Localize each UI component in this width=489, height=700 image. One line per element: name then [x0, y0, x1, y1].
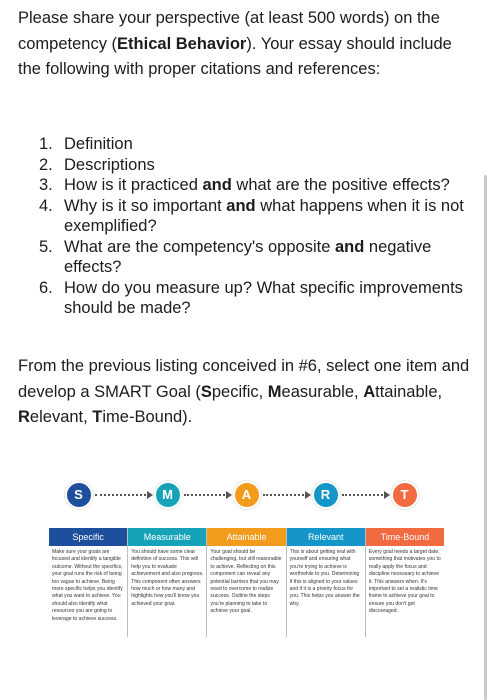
closing-paragraph [18, 354, 476, 431]
smart-column-text: This is about getting real with yourself and ensuring what you're trying to achieve is worthwhile to you. Determining if this is aligned to your values and if it is a priority focus for you. This helps you answer the why. [289, 549, 360, 607]
smart-goal-figure [49, 478, 444, 636]
smart-letter-r: R [18, 408, 30, 426]
requirement-text: negative effects? [64, 237, 432, 276]
smart-word-measurable: easurable, [281, 382, 359, 401]
smart-column-header: Measurable [128, 528, 206, 546]
requirement-text: what happens when it is not exemplified? [64, 196, 464, 235]
requirement-text: What are the competency's opposite [64, 237, 335, 256]
requirement-text: and [226, 196, 256, 215]
requirement-text: How is it practiced [64, 176, 203, 194]
arrow-right-icon [384, 491, 390, 499]
smart-column-text: Your goal should be challenging, but still reasonable to achieve. Reflecting on this component can reveal any potential barriers that you may need to overcome to realize success. Outline the steps you're planning to take to achieve your goal. [210, 549, 282, 615]
smart-table [49, 528, 444, 637]
smart-word-relevant: elevant, [29, 408, 93, 426]
smart-word-attainable: ttainable, [375, 382, 443, 401]
requirement-item [18, 237, 473, 278]
dotted-connector [263, 494, 304, 498]
smart-column-specific [49, 528, 127, 637]
arrow-right-icon [305, 491, 311, 499]
intro-paragraph [18, 6, 476, 83]
arrow-right-icon [147, 491, 153, 499]
smart-column-text: You should have some clear definition of success. This will help you to evaluate achievement and also progress. This component often answers how much or how many and highlights how you'll know you achieved your goal. [131, 549, 204, 607]
smart-circle-m: M [156, 483, 180, 507]
smart-circle-r: R [314, 483, 338, 507]
requirement-number: 5. [39, 237, 53, 256]
requirement-text: How do you measure up? What specific improvements should be made? [64, 278, 463, 317]
smart-circle-t: T [393, 483, 417, 507]
arrow-right-icon [226, 491, 232, 499]
requirement-item [18, 278, 473, 319]
smart-circle-row [49, 478, 444, 516]
competency-name: Ethical Behavior [117, 34, 247, 53]
smart-column-header: Time-Bound [366, 528, 444, 546]
smart-circle-s: S [67, 483, 91, 507]
requirement-text: what are the positive effects? [231, 176, 450, 194]
requirement-text: Definition [64, 135, 133, 153]
requirement-item [18, 134, 473, 155]
smart-column-header: Attainable [207, 528, 285, 546]
smart-column-header: Relevant [287, 528, 365, 546]
smart-column-measurable [127, 528, 206, 637]
requirement-item [18, 196, 473, 237]
intro-text-end: ). Your essay should include the following with proper citations and references: [18, 34, 452, 78]
requirement-number: 4. [39, 196, 53, 215]
smart-column-text: Make sure your goals are focused and identify a tangible outcome. Without the specifics, your goal runs the risk of being too vague to achieve. Being more specific helps you identify what you want to achieve. You should also identify what resources you are going to leverage to achieve success. [52, 549, 123, 622]
requirement-item [18, 155, 473, 176]
requirement-number: 6. [39, 278, 53, 297]
requirement-text: and [202, 176, 232, 194]
dotted-connector [95, 494, 146, 498]
smart-column-text: Every goal needs a target date, something that motivates you to really apply the focus and discipline necessary to achieve it. This answers when. It's important to set a realistic time frame to achieve your goal to ensure you don't get discouraged. [368, 549, 441, 615]
requirement-text: and [334, 237, 365, 256]
dotted-connector [184, 494, 225, 498]
smart-column-attainable [206, 528, 285, 637]
smart-column-relevant [286, 528, 365, 637]
smart-letter-t: T [92, 408, 103, 426]
smart-circle-a: A [235, 483, 259, 507]
dotted-connector [342, 494, 383, 498]
scrollbar[interactable] [484, 175, 487, 700]
smart-word-time-bound: ime-Bound). [102, 408, 193, 426]
requirements-list [18, 134, 473, 319]
smart-word-specific: pecific, [211, 382, 268, 401]
smart-letter-a: A [363, 382, 376, 401]
requirement-number: 1. [39, 135, 53, 153]
requirement-number: 3. [39, 176, 53, 194]
requirement-item [18, 175, 473, 196]
smart-letter-m: M [267, 382, 282, 401]
requirement-text: Why is it so important [64, 196, 227, 215]
smart-letter-s: S [200, 382, 212, 401]
requirement-number: 2. [39, 155, 53, 174]
closing-text: From the previous listing conceived in #6, select one item and develop a SMART Goal ( [18, 357, 470, 401]
intro-text-start: Please share your perspective (at least 500 words) on the competency ( [18, 9, 440, 53]
requirement-text: Descriptions [64, 155, 155, 174]
smart-column-header: Specific [49, 528, 127, 546]
smart-column-time-bound [365, 528, 444, 637]
